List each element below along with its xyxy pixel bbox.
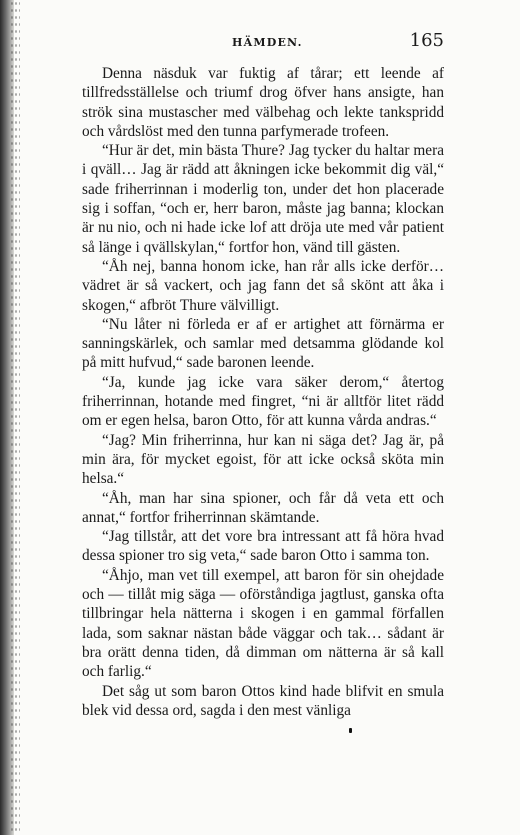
- paragraph: “Jag? Min friherrinna, hur kan ni säga det? Jag är, på min ära, för mycket egoist, för att icke också sköta min helsa.“: [82, 431, 444, 488]
- ink-speck: [349, 728, 352, 733]
- paragraph: Det såg ut som baron Ottos kind hade blifvit en smula blek vid dessa ord, sagda i den mest vänliga: [82, 682, 444, 719]
- paragraph: “Åhjo, man vet till exempel, att baron för sin ohejdade och — tillåt mig säga — oförståndiga jagtlust, ganska ofta tillbringar hela nätterna i skogen i en gammal förfallen lada, som saknar nästan både väggar och tak… sådant är bra orätt denna tiden, då dimman om nätterna är så kall och farlig.“: [82, 566, 444, 681]
- paragraph: “Jag tillstår, att det vore bra intressant att få höra hvad dessa spioner tro sig veta,“ sade baron Otto i samma ton.: [82, 528, 444, 565]
- page-number: 165: [409, 30, 444, 51]
- page-header: [82, 30, 444, 54]
- body-text: [82, 64, 444, 720]
- paragraph: “Ja, kunde jag icke vara säker derom,“ återtog friherrinnan, hotande med fingret, “ni är alltför litet rädd om er egen helsa, baron Otto, för att kunna vårda andras.“: [82, 373, 444, 430]
- paragraph: Denna näsduk var fuktig af tårar; ett leende af tillfredsställelse och triumf drog öfver hans ansigte, han strök sina mustascher med välbehag och lekte tankspridd och vårdslöst med den tunna parfymerade trofeen.: [82, 65, 444, 140]
- paragraph: “Åh nej, banna honom icke, han rår alls icke derför… vädret är så vackert, och jag fann det så skönt att åka i skogen,“ afbröt Thure välvilligt.: [82, 257, 444, 314]
- binding-edge-texture: [10, 0, 20, 835]
- running-head: HÄMDEN.: [232, 36, 303, 49]
- paragraph: “Nu låter ni förleda er af er artighet att förnärma er sanningskärlek, och samlar med detsamma glödande kol på mitt hufvud,“ sade baronen leende.: [82, 315, 444, 372]
- paragraph: “Hur är det, min bästa Thure? Jag tycker du haltar mera i qväll… Jag är rädd att åkningen icke bekommit dig väl,“ sade friherrinnan i moderlig ton, under det hon placerade sig i soffan, “och er, herr baron, måste jag banna; klockan är nu nio, och ni hade icke lof att dröja ute med vår patient så länge i qvällskylan,“ fortfor hon, vänd till gästen.: [82, 142, 444, 256]
- paragraph: “Åh, man har sina spioner, och får då veta ett och annat,“ fortfor friherrinnan skämtande.: [82, 489, 444, 526]
